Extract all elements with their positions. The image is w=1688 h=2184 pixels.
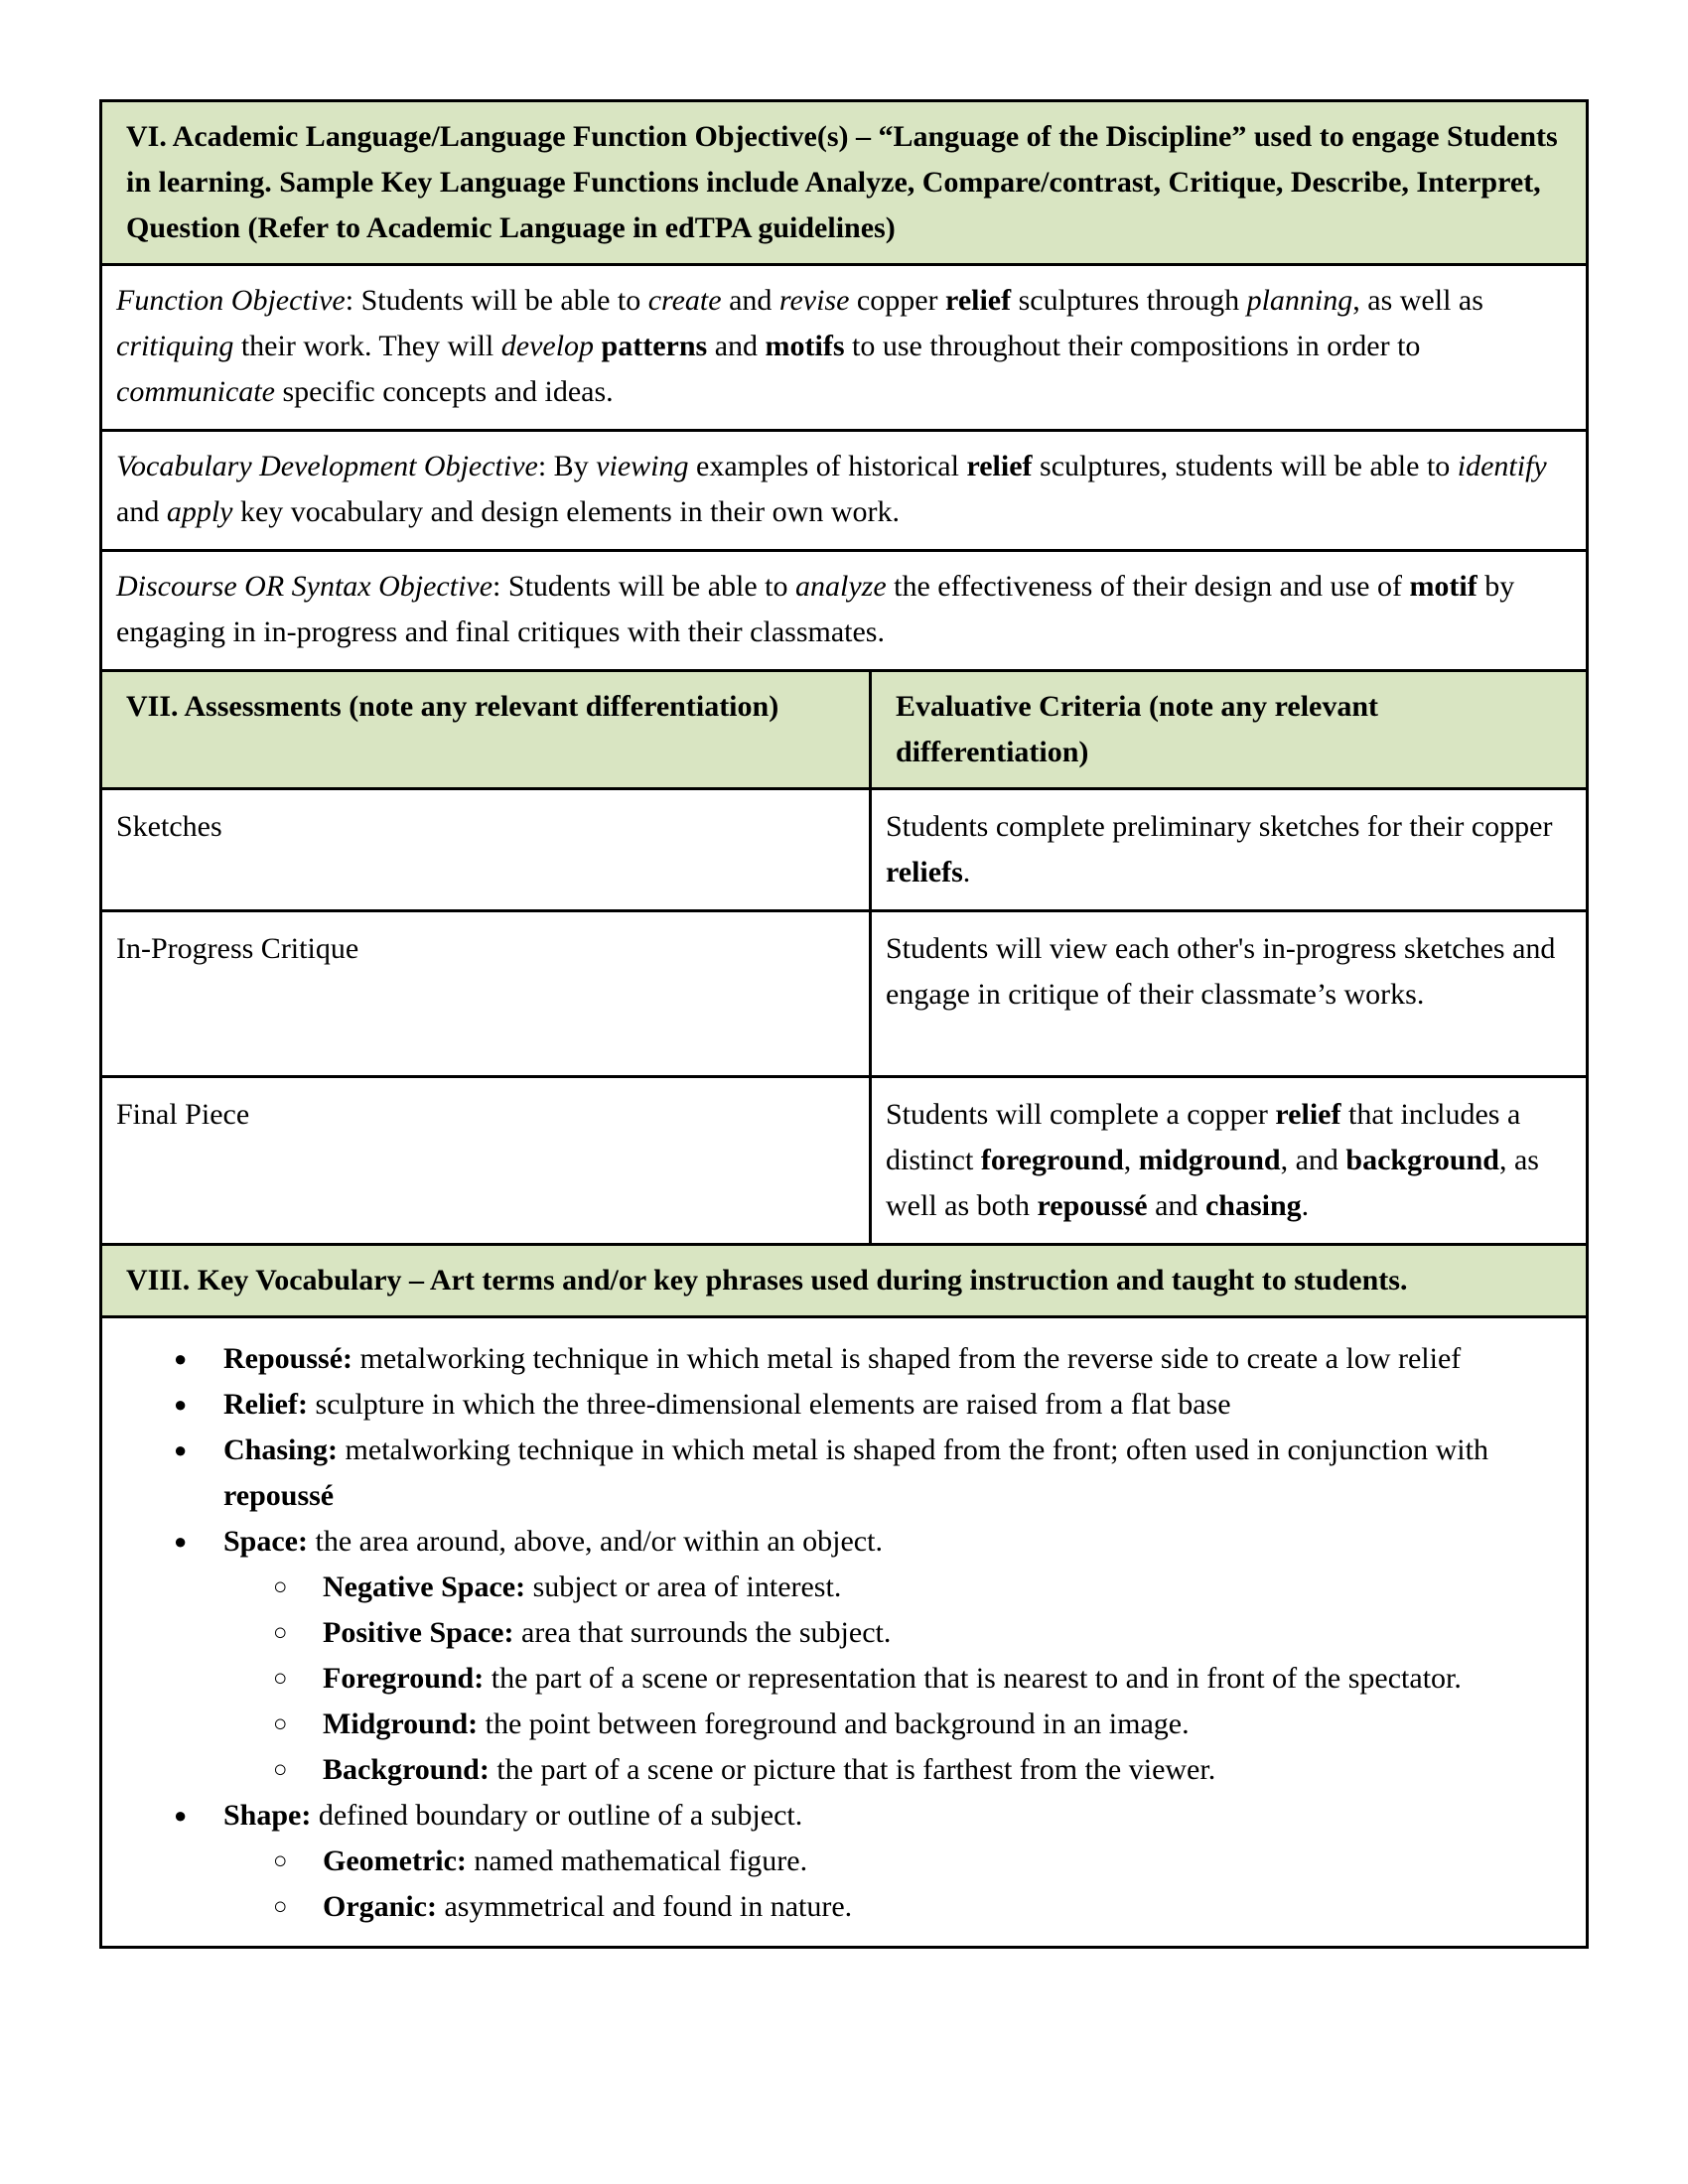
evaluative-criteria-header: Evaluative Criteria (note any relevant differentiation) — [871, 671, 1588, 789]
discourse-objective-row — [101, 551, 1588, 671]
list-item: ● Relief: sculpture in which the three-dimensional elements are raised from a flat base — [174, 1382, 1572, 1428]
assessment-cell: Final Piece — [101, 1077, 871, 1245]
vocabulary-list-row — [101, 1317, 1588, 1948]
list-item: ○ Background: the part of a scene or picture that is farthest from the viewer. — [273, 1747, 1572, 1793]
assessments-header: VII. Assessments (note any relevant differentiation) — [101, 671, 871, 789]
list-item: ○ Positive Space: area that surrounds the subject. — [273, 1610, 1572, 1656]
discourse-objective: Discourse OR Syntax Objective: Students will be able to analyze the effectiveness of their design and use of motif by engaging in in-progress and final critiques with their classmates. — [101, 551, 1588, 671]
list-item: ● Repoussé: metalworking technique in which metal is shaped from the reverse side to create a low relief — [174, 1336, 1572, 1382]
vocabulary-list — [116, 1336, 1572, 1930]
lesson-plan-table — [99, 99, 1589, 1949]
criteria-cell: Students will view each other's in-progress sketches and engage in critique of their classmate’s works. — [871, 911, 1588, 1077]
table-row — [101, 911, 1588, 1077]
discourse-objective-label: Discourse OR Syntax Objective — [116, 570, 493, 603]
list-item: ○ Foreground: the part of a scene or representation that is nearest to and in front of the spectator. — [273, 1656, 1572, 1702]
shape-sublist — [223, 1839, 1572, 1930]
criteria-cell: Students will complete a copper relief that includes a distinct foreground, midground, and background, as well as both repoussé and chasing. — [871, 1077, 1588, 1245]
list-item: ○ Midground: the point between foreground and background in an image. — [273, 1702, 1572, 1747]
vocabulary-objective-label: Vocabulary Development Objective — [116, 450, 538, 482]
list-item: ○ Negative Space: subject or area of interest. — [273, 1565, 1572, 1610]
key-vocabulary-cell — [101, 1317, 1588, 1948]
list-item: ● Space: the area around, above, and/or within an object. ○ Negative Space: subject or area of interest. ○ Positive Space: area that surrounds the subject. ○ Foreground: the part of a scene or representation that is nearest to and in front of the spectator. ○ Midground: the point between foreground and background in an image. ○ Background: the part of a scene or picture that is farthest from the viewer. — [174, 1519, 1572, 1793]
section7-header-row — [101, 671, 1588, 789]
function-objective-label: Function Objective — [116, 284, 346, 317]
section6-header-row — [101, 101, 1588, 265]
vocabulary-objective-row — [101, 431, 1588, 551]
criteria-cell: Students complete preliminary sketches for their copper reliefs. — [871, 789, 1588, 911]
function-objective: Function Objective: Students will be able to create and revise copper relief sculptures through planning, as well as critiquing their work. They will develop patterns and motifs to use throughout their compositions in order to communicate specific concepts and ideas. — [101, 265, 1588, 431]
list-item: ● Chasing: metalworking technique in which metal is shaped from the front; often used in conjunction with repoussé — [174, 1428, 1572, 1519]
space-sublist — [223, 1565, 1572, 1793]
section8-header-row — [101, 1245, 1588, 1317]
vocabulary-objective: Vocabulary Development Objective: By viewing examples of historical relief sculptures, students will be able to identify and apply key vocabulary and design elements in their own work. — [101, 431, 1588, 551]
list-item: ○ Organic: asymmetrical and found in nature. — [273, 1884, 1572, 1930]
table-row — [101, 1077, 1588, 1245]
list-item: ○ Geometric: named mathematical figure. — [273, 1839, 1572, 1884]
section6-header: VI. Academic Language/Language Function Objective(s) – “Language of the Discipline” used to engage Students in learning. Sample Key Language Functions include Analyze, Compare/contrast, Critique, Describe, Interpret, Question (Refer to Academic Language in edTPA guidelines) — [101, 101, 1588, 265]
list-item: ● Shape: defined boundary or outline of a subject. ○ Geometric: named mathematical figure. ○ Organic: asymmetrical and found in nature. — [174, 1793, 1572, 1930]
assessment-cell: Sketches — [101, 789, 871, 911]
table-row — [101, 789, 1588, 911]
assessment-cell: In-Progress Critique — [101, 911, 871, 1077]
lesson-plan-page — [99, 99, 1586, 1949]
function-objective-row — [101, 265, 1588, 431]
section8-header: VIII. Key Vocabulary – Art terms and/or key phrases used during instruction and taught to students. — [101, 1245, 1588, 1317]
